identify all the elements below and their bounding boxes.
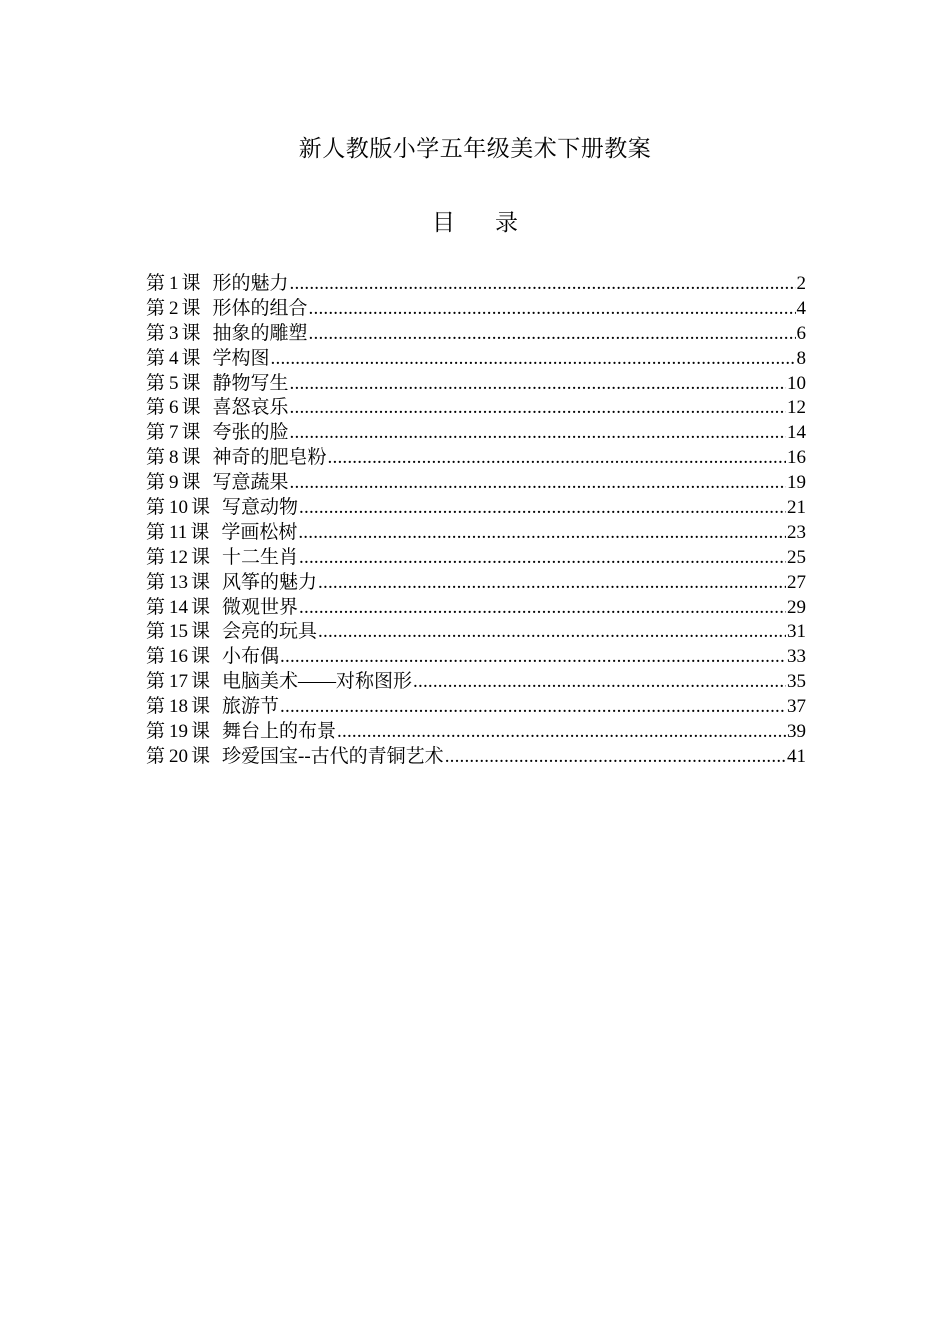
toc-entry-page-number: 27 xyxy=(787,571,806,593)
toc-entry-page-number: 25 xyxy=(787,546,806,568)
toc-entry[interactable] xyxy=(146,645,806,670)
toc-entry[interactable] xyxy=(146,372,806,397)
toc-entry[interactable] xyxy=(146,471,806,496)
toc-entry-prefix: 第 xyxy=(146,696,166,718)
toc-entry-prefix: 第 xyxy=(146,745,166,767)
toc-dot-leader xyxy=(290,272,796,297)
page-title: 新人教版小学五年级美术下册教案 xyxy=(298,136,652,162)
toc-heading-char-2: 录 xyxy=(495,210,518,236)
toc-entry-title: 电脑美术——对称图形 xyxy=(222,671,413,693)
toc-entry-suffix: 课 xyxy=(181,322,201,344)
toc-dot-leader xyxy=(318,620,786,645)
toc-entry-page-number: 12 xyxy=(787,397,806,419)
toc-dot-leader xyxy=(328,446,786,471)
toc-entry-label xyxy=(146,645,279,670)
toc-entry-title: 会亮的玩具 xyxy=(222,621,318,643)
toc-entry-page-number: 8 xyxy=(796,347,806,369)
toc-entry[interactable] xyxy=(146,546,806,571)
toc-dot-leader xyxy=(290,396,786,421)
toc-entry[interactable] xyxy=(146,670,806,695)
toc-dot-leader xyxy=(280,645,786,670)
toc-entry-suffix: 课 xyxy=(191,671,211,693)
toc-entry-suffix: 课 xyxy=(191,696,211,718)
toc-entry-page-number: 14 xyxy=(787,422,806,444)
toc-entry-prefix: 第 xyxy=(146,422,166,444)
toc-entry-suffix: 课 xyxy=(181,472,201,494)
toc-entry[interactable] xyxy=(146,695,806,720)
toc-entry[interactable] xyxy=(146,720,806,745)
toc-heading-char-1: 目 xyxy=(432,210,455,236)
toc-entry-prefix: 第 xyxy=(146,721,166,743)
toc-entry-page-number: 4 xyxy=(796,297,806,319)
toc-entry-number: 9 xyxy=(169,472,179,494)
toc-entry-page-number: 21 xyxy=(787,497,806,519)
toc-entry-page-number: 29 xyxy=(787,596,806,618)
toc-entry-prefix: 第 xyxy=(146,671,166,693)
toc-entry-suffix: 课 xyxy=(191,621,211,643)
toc-entry[interactable] xyxy=(146,446,806,471)
toc-entry-number: 19 xyxy=(169,721,189,743)
toc-entry-label xyxy=(146,496,298,521)
toc-entry-prefix: 第 xyxy=(146,472,166,494)
toc-entry-title: 喜怒哀乐 xyxy=(212,397,289,419)
toc-dot-leader xyxy=(290,471,786,496)
toc-entry-number: 5 xyxy=(169,372,179,394)
toc-entry-number: 15 xyxy=(169,621,189,643)
toc-entry-number: 20 xyxy=(169,745,189,767)
toc-dot-leader xyxy=(445,745,786,770)
toc-entry-title: 写意蔬果 xyxy=(212,472,289,494)
toc-entry[interactable] xyxy=(146,421,806,446)
toc-entry-prefix: 第 xyxy=(146,596,166,618)
toc-entry-title: 微观世界 xyxy=(222,596,299,618)
toc-entry-number: 2 xyxy=(169,297,179,319)
toc-dot-leader xyxy=(299,596,786,621)
toc-entry-prefix: 第 xyxy=(146,546,166,568)
toc-entry-prefix: 第 xyxy=(146,646,166,668)
toc-entry-suffix: 课 xyxy=(181,273,201,294)
toc-entry[interactable] xyxy=(146,322,806,347)
toc-entry-number: 13 xyxy=(169,571,189,593)
toc-dot-leader xyxy=(309,297,796,322)
toc-dot-leader xyxy=(298,521,786,546)
toc-entry-number: 14 xyxy=(169,596,189,618)
toc-entry-title: 形体的组合 xyxy=(212,297,308,319)
toc-entry-title: 风筝的魅力 xyxy=(222,571,318,593)
toc-entry-number: 6 xyxy=(169,397,179,419)
toc-entry-suffix: 课 xyxy=(191,646,211,668)
toc-entry-page-number: 16 xyxy=(787,447,806,469)
toc-entry-label xyxy=(146,446,327,471)
toc-entry-page-number: 37 xyxy=(787,696,806,718)
toc-entry-prefix: 第 xyxy=(146,372,166,394)
toc-entry-prefix: 第 xyxy=(146,447,166,469)
toc-entry[interactable] xyxy=(146,571,806,596)
toc-entry-suffix: 课 xyxy=(191,596,211,618)
toc-entry-suffix: 课 xyxy=(191,745,211,767)
toc-entry-label xyxy=(146,571,317,596)
toc-heading xyxy=(0,205,950,241)
toc-entry-suffix: 课 xyxy=(181,297,201,319)
toc-entry[interactable] xyxy=(146,596,806,621)
toc-entry[interactable] xyxy=(146,521,806,546)
toc-entry-prefix: 第 xyxy=(146,273,166,294)
toc-dot-leader xyxy=(290,421,786,446)
toc-entry-prefix: 第 xyxy=(146,347,166,369)
toc-entry-prefix: 第 xyxy=(146,397,166,419)
toc-entry-number: 3 xyxy=(169,322,179,344)
toc-entry-prefix: 第 xyxy=(146,521,166,543)
toc-dot-leader xyxy=(290,372,786,397)
toc-entry[interactable] xyxy=(146,347,806,372)
toc-entry-title: 抽象的雕塑 xyxy=(212,322,308,344)
toc-entry-label xyxy=(146,471,289,496)
toc-entry-label xyxy=(146,670,412,695)
toc-entry-prefix: 第 xyxy=(146,322,166,344)
toc-dot-leader xyxy=(309,322,796,347)
toc-entry-page-number: 35 xyxy=(787,671,806,693)
toc-dot-leader xyxy=(271,347,796,372)
toc-entry-number: 4 xyxy=(169,347,179,369)
toc-entry-suffix: 课 xyxy=(181,422,201,444)
toc-entry-suffix: 课 xyxy=(191,721,211,743)
toc-dot-leader xyxy=(337,720,786,745)
toc-entry-title: 舞台上的布景 xyxy=(222,721,337,743)
toc-entry-label xyxy=(146,347,270,372)
toc-entry-label xyxy=(146,620,317,645)
toc-entry-title: 夸张的脸 xyxy=(212,422,289,444)
toc-entry-title: 学画松树 xyxy=(221,521,298,543)
toc-entry-title: 写意动物 xyxy=(222,497,299,519)
toc-entry-label xyxy=(146,396,289,421)
toc-entry-page-number: 2 xyxy=(796,273,806,294)
toc-entry-page-number: 19 xyxy=(787,472,806,494)
toc-dot-leader xyxy=(280,695,786,720)
toc-entry-number: 11 xyxy=(169,521,188,543)
toc-entry-number: 7 xyxy=(169,422,179,444)
toc-entry-title: 小布偶 xyxy=(222,646,280,668)
toc-entry-label xyxy=(146,272,289,297)
toc-entry-title: 十二生肖 xyxy=(222,546,299,568)
toc-entry-suffix: 课 xyxy=(181,447,201,469)
toc-entry-prefix: 第 xyxy=(146,297,166,319)
toc-entry-page-number: 31 xyxy=(787,621,806,643)
toc-entry-prefix: 第 xyxy=(146,571,166,593)
toc-dot-leader xyxy=(413,670,786,695)
toc-entry-page-number: 23 xyxy=(787,521,806,543)
toc-entry-suffix: 课 xyxy=(190,521,210,543)
toc-entry-title: 神奇的肥皂粉 xyxy=(212,447,327,469)
toc-entry-number: 10 xyxy=(169,497,189,519)
toc-entry-number: 17 xyxy=(169,671,189,693)
toc-entry-title: 旅游节 xyxy=(222,696,280,718)
toc-entry-label xyxy=(146,695,279,720)
toc-entry[interactable] xyxy=(146,396,806,421)
toc-entry-prefix: 第 xyxy=(146,497,166,519)
toc-entry-page-number: 6 xyxy=(796,322,806,344)
toc-entry-label xyxy=(146,596,298,621)
toc-entry[interactable] xyxy=(146,745,806,770)
toc-entry-label xyxy=(146,745,444,770)
toc-entry-label xyxy=(146,322,308,347)
toc-entry-suffix: 课 xyxy=(191,546,211,568)
toc-entry-number: 18 xyxy=(169,696,189,718)
toc-entry[interactable] xyxy=(146,272,806,297)
table-of-contents xyxy=(146,272,806,770)
toc-entry-label xyxy=(146,421,289,446)
toc-entry-suffix: 课 xyxy=(181,397,201,419)
toc-entry-title: 珍爱国宝--古代的青铜艺术 xyxy=(222,745,444,767)
toc-entry-number: 12 xyxy=(169,546,189,568)
toc-entry-label xyxy=(146,372,289,397)
toc-entry-number: 8 xyxy=(169,447,179,469)
toc-entry-title: 静物写生 xyxy=(212,372,289,394)
toc-entry-page-number: 10 xyxy=(787,372,806,394)
toc-entry-number: 16 xyxy=(169,646,189,668)
toc-entry-page-number: 39 xyxy=(787,721,806,743)
toc-entry-title: 学构图 xyxy=(212,347,270,369)
toc-entry-number: 1 xyxy=(169,273,179,294)
toc-entry-label xyxy=(146,720,336,745)
toc-entry-label xyxy=(146,297,308,322)
toc-entry[interactable] xyxy=(146,496,806,521)
toc-entry[interactable] xyxy=(146,297,806,322)
toc-entry-suffix: 课 xyxy=(191,571,211,593)
toc-entry-suffix: 课 xyxy=(181,347,201,369)
toc-entry-label xyxy=(146,546,298,571)
toc-entry-prefix: 第 xyxy=(146,621,166,643)
toc-entry-title: 形的魅力 xyxy=(212,273,289,294)
toc-dot-leader xyxy=(299,546,786,571)
toc-entry-suffix: 课 xyxy=(191,497,211,519)
toc-entry-suffix: 课 xyxy=(181,372,201,394)
toc-entry[interactable] xyxy=(146,620,806,645)
toc-dot-leader xyxy=(299,496,786,521)
toc-entry-page-number: 33 xyxy=(787,646,806,668)
toc-entry-label xyxy=(146,521,297,546)
toc-entry-page-number: 41 xyxy=(787,745,806,767)
toc-dot-leader xyxy=(318,571,786,596)
